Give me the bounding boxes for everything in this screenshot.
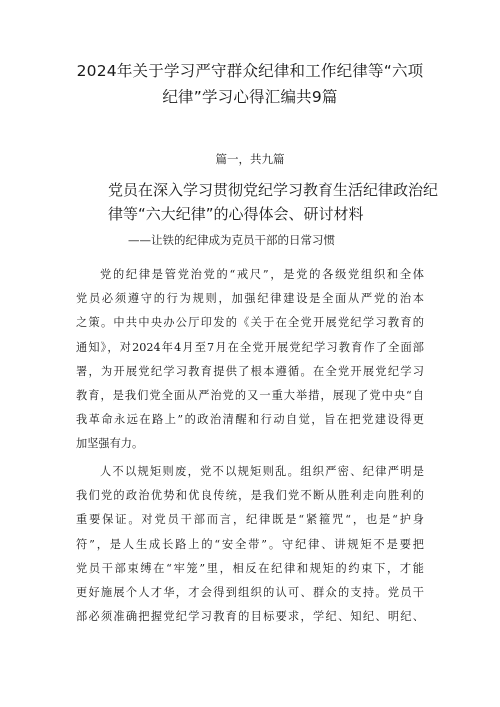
title-line-1: 2024年关于学习严守群众纪律和工作纪律等“六项 bbox=[76, 62, 424, 80]
paragraph-line: 党员必须遵守的行为规则，加强纪律建设是全面从严党的治本 bbox=[76, 292, 424, 306]
paragraph-line: 署，为开展党纪学习教育提供了根本遵循。在全党开展党纪学习 bbox=[76, 364, 424, 378]
paragraph-line: 加坚强有力。 bbox=[76, 437, 144, 451]
article-subtitle bbox=[108, 178, 438, 226]
body-paragraph-2 bbox=[76, 460, 424, 629]
paragraph-line: 我们党的政治优势和优良传统，是我们党不断从胜利走向胜利的 bbox=[76, 489, 424, 503]
subtitle-line-2: 律等“六大纪律”的心得体会、研讨材料 bbox=[108, 205, 364, 223]
document-title bbox=[0, 58, 500, 110]
body-paragraph-1 bbox=[76, 263, 424, 457]
section-label: 篇一，共九篇 bbox=[215, 152, 285, 166]
paragraph-line: 人不以规矩则废，党不以规矩则乱。组织严密、纪律严明是 bbox=[100, 465, 424, 478]
paragraph-line: 党的纪律是管党治党的“戒尺”，是党的各级党组织和全体 bbox=[100, 268, 424, 281]
paragraph-line: 部必须准确把握党纪学习教育的目标要求，学纪、知纪、明纪、 bbox=[76, 610, 424, 624]
paragraph-line: 教育，是我们党全面从严治党的又一重大举措，展现了党中央“自 bbox=[76, 388, 424, 402]
article-tagline: ——让铁的纪律成为克员干部的日常习惯 bbox=[128, 233, 335, 247]
paragraph-line: 更好施展个人才华，才会得到组织的认可、群众的支持。党员干 bbox=[76, 585, 424, 599]
paragraph-line: 之策。中共中央办公厅印发的《关于在全党开展党纪学习教育的 bbox=[76, 316, 424, 330]
paragraph-line: 通知》，对2024年4月至7月在全党开展党纪学习教育作了全面部 bbox=[76, 340, 424, 354]
title-line-2: 纪律”学习心得汇编共9篇 bbox=[162, 88, 338, 106]
paragraph-line: 我革命永远在路上”的政治清醒和行动自觉，旨在把党建设得更 bbox=[76, 413, 424, 427]
paragraph-line: 重要保证。对党员干部而言，纪律既是“紧箍咒“，也是“护身 bbox=[76, 513, 424, 527]
paragraph-line: 党员干部束缚在“牢笼”里，相反在纪律和规矩的约束下，才能 bbox=[76, 561, 424, 575]
subtitle-line-1: 党员在深入学习贯彻党纪学习教育生活纪律政治纪 bbox=[108, 181, 439, 199]
paragraph-line: 符”，是人生成长路上的“安全带”。守纪律、讲规矩不是要把 bbox=[76, 537, 424, 551]
